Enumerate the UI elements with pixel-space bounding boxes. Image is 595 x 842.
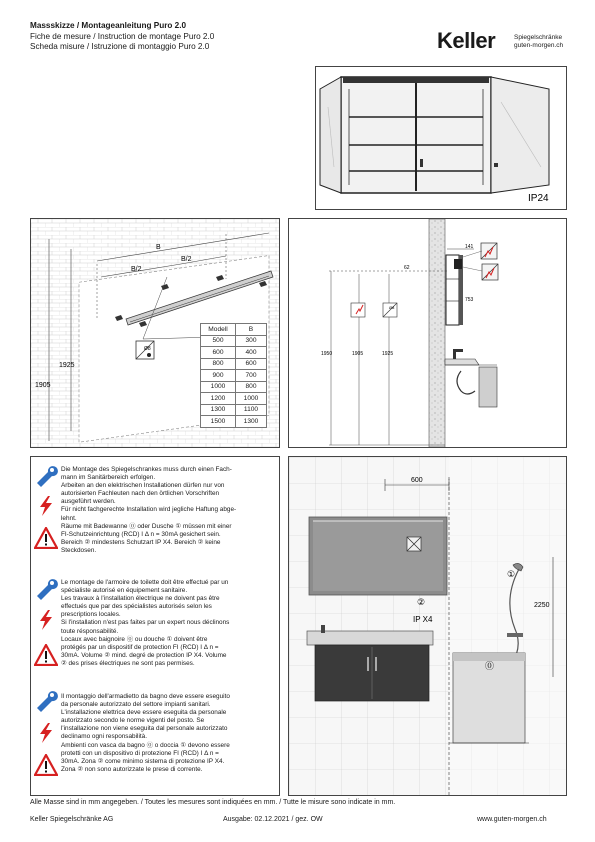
text-line: prescriptions locales.	[61, 611, 121, 619]
table-row	[201, 381, 267, 393]
wrench-icon	[34, 465, 58, 492]
table-header-b: B	[236, 324, 267, 336]
table-header-model: Modell	[201, 324, 236, 336]
warning-triangle-icon	[34, 644, 58, 671]
text-line: autorizzato secondo le norme vigenti del posto. Se	[61, 717, 205, 725]
dimension-b-half-left: B/2	[131, 266, 142, 273]
text-line: Si l'installation n'est pas faites par un expert nous déclinons	[61, 619, 230, 627]
model-table-wrap	[200, 323, 267, 428]
hole-diameter-label: Ø8	[144, 346, 151, 352]
table-cell: 800	[236, 381, 267, 393]
issue-date: Ausgabe: 02.12.2021 / gez. OW	[223, 816, 323, 823]
table-cell: 1300	[236, 416, 267, 428]
text-line: mann im Sanitärbereich erfolgen.	[61, 474, 156, 482]
text-line: protégés par un dispositif de protection FI (RCD) I Δ n =	[61, 643, 219, 651]
title-italian: Scheda misure / Istruzione di montaggio Puro 2.0	[30, 42, 210, 51]
text-line: effectués que par des spécialistes autorisés selon les	[61, 603, 212, 611]
brand-tagline-line2: guten-morgen.ch	[514, 42, 564, 49]
text-line: toute résponsabilité.	[61, 627, 119, 635]
warning-triangle-icon	[34, 754, 58, 781]
text-line: ausgeführt werden.	[61, 498, 116, 506]
text-line: Ambienti con vasca da bagno ⓪ o doccia ① devono essere	[61, 741, 230, 749]
text-line: l'installazione non viene eseguita dal personale autorizzato	[61, 725, 228, 733]
text-line: Räume mit Badewanne ⓪ oder Dusche ① müssen mit einer	[61, 522, 232, 530]
dimension-b-half-right: B/2	[181, 256, 192, 263]
text-line: Die Montage des Spiegelschrankes muss durch einen Fach-	[61, 466, 232, 473]
warning-triangle-icon	[34, 527, 58, 554]
instructions-french	[61, 579, 279, 668]
table-row	[201, 393, 267, 405]
table-row	[201, 358, 267, 370]
text-line: spécialiste autorisé en équipement sanitaire.	[61, 587, 188, 595]
table-cell: 1000	[201, 381, 236, 393]
electric-symbol-icon	[351, 303, 365, 317]
table-header-row	[201, 324, 267, 336]
website-link[interactable]: www.guten-morgen.ch	[477, 816, 547, 823]
text-line: Arbeiten an den elektrischen Installationen dürfen nur von	[61, 482, 225, 490]
text-line: Zona ② non sono autorizzate le prese di corrente.	[61, 765, 203, 773]
ipx4-label: IP X4	[413, 615, 433, 624]
text-line: Steckdosen.	[61, 546, 97, 554]
socket-icon	[407, 537, 421, 551]
text-line: lehnt.	[61, 514, 77, 522]
table-cell: 600	[201, 347, 236, 359]
zone0-label: ⓪	[485, 661, 495, 671]
drill-hole-icon	[383, 303, 397, 317]
table-row	[201, 416, 267, 428]
brand-logo: Keller	[437, 28, 496, 53]
side-hole-diameter: Ø8	[389, 305, 395, 310]
cabinet-illustration	[316, 67, 566, 209]
company-name: Keller Spiegelschränke AG	[30, 816, 114, 823]
bathroom-illustration	[289, 457, 566, 795]
washbasin-side	[445, 349, 497, 407]
dimension-600: 600	[411, 477, 423, 484]
table-cell: 1200	[201, 393, 236, 405]
dimension-141: 141	[465, 244, 474, 250]
table-row	[201, 347, 267, 359]
zone1-label: ①	[507, 569, 516, 579]
text-line: Für nicht fachgerechte Installation wird jegliche Haftung abge-	[61, 506, 237, 514]
text-line: Les travaux à l'installation électrique ne doivent pas être	[61, 595, 220, 603]
dimension-1905: 1905	[352, 351, 364, 357]
table-cell: 700	[236, 370, 267, 382]
text-line: protetti con un dispositivo di protezione FI (RCD) I Δ n =	[61, 749, 219, 757]
units-note: Alle Masse sind in mm angegeben. / Toutes les mesures sont indiquées en mm. / Tutte le misure sono indicate in mm.	[30, 799, 396, 806]
text-line: FI-Schutzeinrichtung (RCD) I Δ n = 30mA gesichert sein.	[61, 530, 221, 538]
table-cell: 400	[236, 347, 267, 359]
title-german: Massskizze / Montageanleitung Puro 2.0	[30, 21, 187, 30]
text-line: 30mA. Zona ② come minimo sistema di protezione IP X4.	[61, 757, 225, 765]
wall-plug-icon	[481, 243, 497, 259]
text-line: 30mA. Volume ② mind. degré de protection IP X4. Volume	[61, 651, 227, 659]
table-cell: 800	[201, 358, 236, 370]
lightning-icon	[35, 609, 57, 636]
bathroom-zones-figure	[288, 456, 567, 796]
instructions-panel	[30, 456, 280, 796]
dimension-1950: 1950	[321, 351, 333, 357]
text-line: da personale autorizzato del settore impianti sanitari.	[61, 701, 211, 709]
header-titles	[30, 21, 214, 53]
table-cell: 600	[236, 358, 267, 370]
table-row	[201, 370, 267, 382]
junction-box-icon	[482, 264, 498, 280]
text-line: Le montage de l'armoire de toilette doit être effectué par un	[61, 579, 229, 586]
wrench-icon	[34, 690, 58, 717]
vanity-unit	[307, 625, 433, 701]
dimension-62: 62	[404, 265, 410, 271]
dimension-b: B	[156, 244, 161, 251]
table-cell: 1000	[236, 393, 267, 405]
side-view-drawing	[289, 219, 566, 447]
table-row	[201, 335, 267, 347]
table-cell: 900	[201, 370, 236, 382]
side-view-diagram	[288, 218, 567, 448]
dimension-1905: 1905	[35, 382, 51, 389]
title-french: Fiche de mesure / Instruction de montage Puro 2.0	[30, 31, 215, 41]
dimension-1925: 1925	[382, 351, 394, 357]
text-line: Bereich ② mindestens Schutzart IP X4. Bereich ② keine	[61, 538, 221, 546]
instructions-italian	[61, 693, 279, 774]
table-cell: 1100	[236, 404, 267, 416]
text-line: Il montaggio dell'armadietto da bagno deve essere eseguito	[61, 693, 230, 700]
zone2-label: ②	[417, 597, 426, 607]
instructions-german	[61, 466, 279, 555]
text-line: declinamo ogni responsabilità.	[61, 733, 147, 741]
model-width-table	[200, 323, 267, 428]
text-line: L'installazione elettrica deve essere eseguita da personale	[61, 709, 227, 717]
dimension-1925: 1925	[59, 362, 75, 369]
ip-rating-label: IP24	[528, 193, 549, 204]
table-cell: 1500	[201, 416, 236, 428]
table-cell: 300	[236, 335, 267, 347]
text-line: Locaux avec baignoire ⓪ ou douche ① doivent être	[61, 635, 208, 643]
wrench-icon	[34, 578, 58, 605]
text-line: ② des prises électriques ne sont pas permises.	[61, 659, 195, 667]
table-cell: 500	[201, 335, 236, 347]
table-cell: 1300	[201, 404, 236, 416]
cabinet-figure	[315, 66, 567, 210]
text-line: autorisierten Fachleuten nach den örtlichen Vorschriften	[61, 490, 220, 498]
brand-tagline-line1: Spiegelschränke	[514, 34, 563, 41]
table-row	[201, 404, 267, 416]
lightning-icon	[35, 495, 57, 522]
dimension-2250: 2250	[534, 602, 550, 609]
lightning-icon	[35, 722, 57, 749]
brand-tagline	[514, 34, 563, 50]
dimension-753: 753	[465, 297, 474, 303]
